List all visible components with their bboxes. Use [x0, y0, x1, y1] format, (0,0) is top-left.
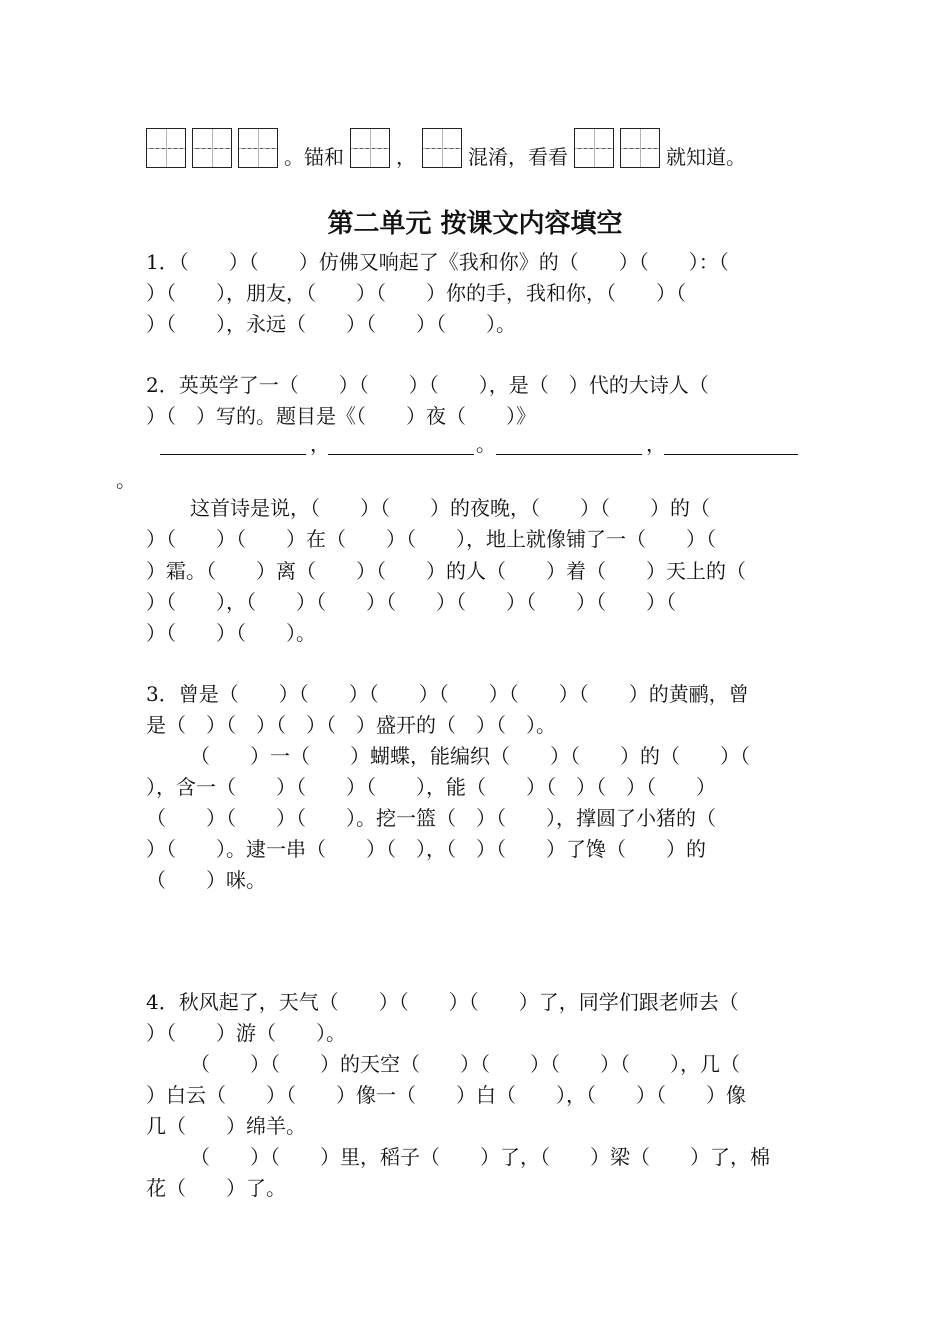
- question-4-line: 花（ ）了。: [146, 1176, 286, 1200]
- poem-blank-2[interactable]: [328, 432, 474, 455]
- question-4-line: ）白云（ ）（ ）像一（ ）白（ ），（ ）（ ）像: [146, 1083, 746, 1107]
- poem-blank-3[interactable]: [496, 432, 642, 455]
- writing-box-row: [146, 124, 752, 168]
- writing-box[interactable]: [238, 128, 278, 168]
- question-4-line: （ ）（ ）的天空（ ）（ ）（ ）（ ），几（: [190, 1052, 740, 1076]
- question-4-line: （ ）（ ）里，稻子（ ）了，（ ）梁（ ）了，棉: [190, 1145, 770, 1169]
- writing-box[interactable]: [422, 128, 462, 168]
- row-text: 就知道。: [666, 145, 746, 169]
- question-2-line: 这首诗是说，（ ）（ ）的夜晚，（ ）（ ）的（: [190, 496, 710, 520]
- question-1-line: ）（ ），朋友，（ ）（ ）你的手，我和你，（ ）（: [146, 281, 686, 305]
- question-2-line: ）霜。（ ）离（ ）（ ）的人（ ）着（ ）天上的（: [146, 559, 746, 583]
- question-3-line: ），含一（ ）（ ）（ ），能（ ）（ ）（ ）（ ）: [146, 775, 716, 799]
- writing-box[interactable]: [146, 128, 186, 168]
- question-4-line: 几（ ）绵羊。: [146, 1114, 306, 1138]
- question-3-line: （ ）一（ ）蝴蝶，能编织（ ）（ ）的（ ）（: [190, 744, 750, 768]
- question-3-line: 3．曾是（ ）（ ）（ ）（ ）（ ）（ ）的黄鹂，曾: [146, 682, 749, 706]
- question-1-line: 1．（ ）（ ）仿佛又响起了《我和你》的（ ）（ ）：（: [146, 250, 729, 274]
- question-2-line: ）（ ）写的。题目是《（ ）夜（ ）》: [146, 404, 536, 428]
- poem-punct: 。: [116, 468, 136, 492]
- writing-box[interactable]: [620, 128, 660, 168]
- poem-blank-4[interactable]: [664, 432, 798, 455]
- poem-blank-1[interactable]: [160, 432, 306, 455]
- section-title: 第二单元 按课文内容填空: [327, 209, 623, 239]
- writing-box[interactable]: [350, 128, 390, 168]
- question-2-line: ）（ ），（ ）（ ）（ ）（ ）（ ）（ ）（: [146, 590, 676, 614]
- writing-box[interactable]: [192, 128, 232, 168]
- question-3-line: ）（ ）。逮一串（ ）（ ），（ ）（ ）了馋（ ）的: [146, 837, 706, 861]
- question-2-line: 2．英英学了一（ ）（ ）（ ），是（ ）代的大诗人（: [146, 373, 709, 397]
- question-3-line: （ ）（ ）（ ）。挖一篮（ ）（ ），撑圆了小猪的（: [146, 806, 716, 830]
- question-3-line: 是（ ）（ ）（ ）（ ）盛开的（ ）（ ）。: [146, 713, 556, 737]
- question-1-line: ）（ ），永远（ ）（ ）（ ）。: [146, 312, 516, 336]
- poem-punct: 。: [476, 432, 496, 456]
- poem-punct: ，: [646, 432, 666, 456]
- writing-box[interactable]: [574, 128, 614, 168]
- row-text: 混淆，看看: [468, 145, 568, 169]
- question-3-line: （ ）咪。: [146, 868, 266, 892]
- question-4-line: 4．秋风起了，天气（ ）（ ）（ ）了，同学们跟老师去（: [146, 990, 739, 1014]
- question-2-line: ）（ ）（ ）。: [146, 621, 316, 645]
- question-2-line: ）（ ）（ ）在（ ）（ ），地上就像铺了一（ ）（: [146, 527, 716, 551]
- row-text: 。锚和: [284, 145, 344, 169]
- poem-punct: ，: [310, 432, 330, 456]
- row-text: ，: [396, 145, 416, 169]
- question-4-line: ）（ ）游（ ）。: [146, 1021, 346, 1045]
